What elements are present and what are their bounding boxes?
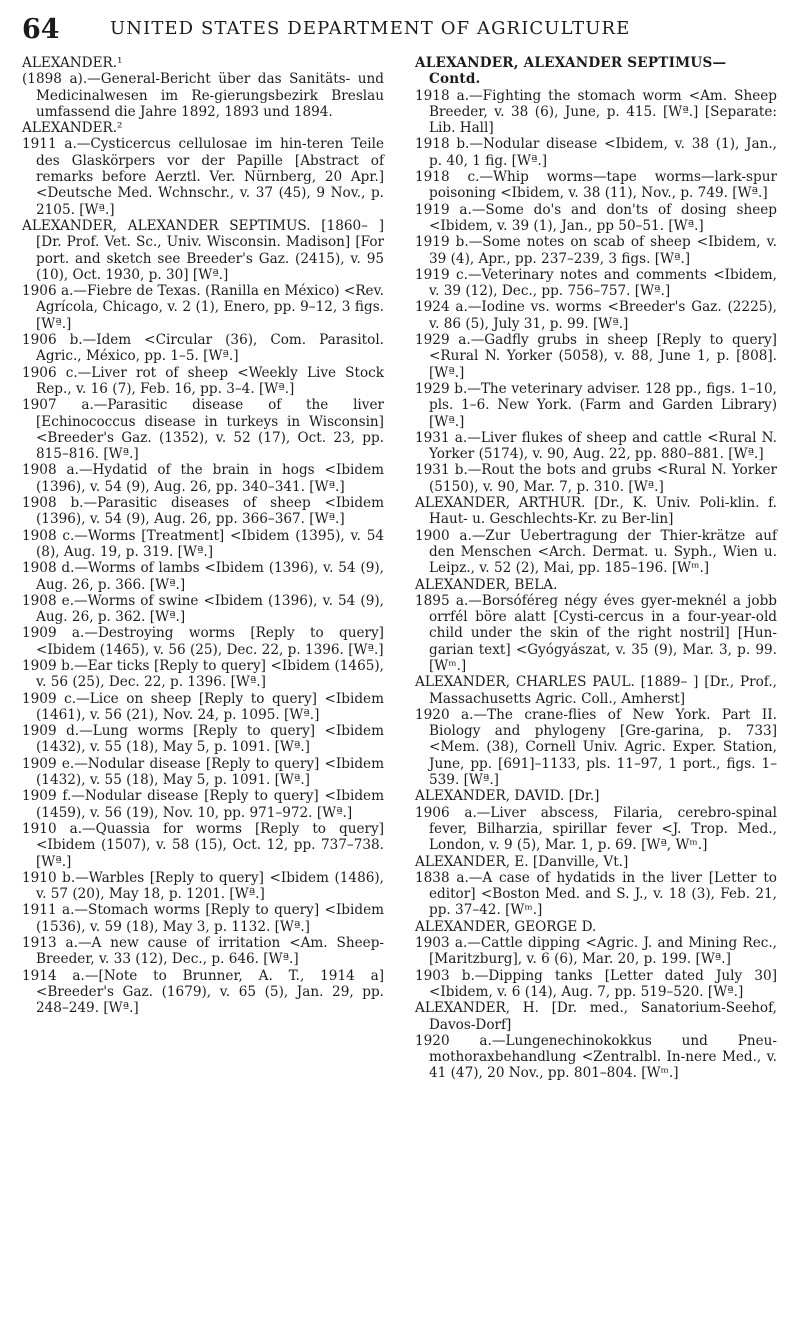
bibliography-entry: 1838 a.—A case of hydatids in the liver [Letter to editor] <Boston Med. and S. J., v. 18 (3), Feb. 21, pp. 37–42. [Wᵐ.] (415, 869, 777, 919)
bibliography-entry: 1895 a.—Borsóféreg négy éves gyer-meknél a jobb orrfél böre alatt [Cysti-cercus in a four-year-old child under the skin of the right nostril] [Hun-garian text] <Gyógyászat, v. 35 (9), Mar. 3, p. 99. [Wᵐ.] (415, 592, 777, 674)
bibliography-entry: 1920 a.—The crane-flies of New York. Part II. Biology and phylogeny [Gre-garina, p. 733] <Mem. (38), Cornell Univ. Agric. Exper. Station, June, pp. [691]–1133, pls. 11–97, 1 port., figs. 1–539. [Wª.] (415, 706, 777, 789)
bibliography-entry: 1924 a.—Iodine vs. worms <Breeder's Gaz. (2225), v. 86 (5), July 31, p. 99. [Wª.] (415, 299, 777, 332)
bibliography-entry: 1909 d.—Lung worms [Reply to query] <Ibidem (1432), v. 55 (18), May 5, p. 1091. [Wª.] (22, 723, 384, 756)
bibliography-entry: ALEXANDER, ALEXANDER SEPTIMUS—Contd. (415, 55, 727, 88)
bibliography-entry: 1909 b.—Ear ticks [Reply to query] <Ibidem (1465), v. 56 (25), Dec. 22, p. 1396. [Wª.] (22, 657, 384, 691)
bibliography-entry: 1920 a.—Lungenechinokokkus und Pneu-mothoraxbehandlung <Zentralbl. In-nere Med., v. 41 (47), 20 Nov., pp. 801–804. [Wᵐ.] (415, 1032, 777, 1082)
bibliography-entry: ALEXANDER, GEORGE D. (415, 918, 597, 935)
bibliography-entry: ALEXANDER, BELA. (415, 576, 558, 593)
bibliography-entry: 1907 a.—Parasitic disease of the liver [Echinococcus disease in turkeys in Wisconsin] <Breeder's Gaz. (1352), v. 52 (17), Oct. 23, pp. 815–816. [Wª.] (22, 397, 384, 463)
bibliography-entry: ALEXANDER, E. [Danville, Vt.] (415, 853, 629, 870)
bibliography-entry: 1908 e.—Worms of swine <Ibidem (1396), v. 54 (9), Aug. 26, p. 362. [Wª.] (22, 592, 384, 626)
bibliography-entry: ALEXANDER.¹ (22, 55, 123, 71)
bibliography-entry: 1911 a.—Stomach worms [Reply to query] <Ibidem (1536), v. 59 (18), May 3, p. 1132. [Wª.] (22, 902, 384, 935)
bibliography-entry: ALEXANDER, ALEXANDER SEPTIMUS. [1860– ] [Dr. Prof. Vet. Sc., Univ. Wisconsin. Madison] [For port. and sketch see Breeder's Gaz. (2415), v. 95 (10), Oct. 1930, p. 30] [Wª.] (22, 217, 384, 283)
bibliography-entry: ALEXANDER, DAVID. [Dr.] (415, 788, 600, 805)
bibliography-entry: 1918 a.—Fighting the stomach worm <Am. Sheep Breeder, v. 38 (6), June, p. 415. [Wª.] [Separate: Lib. Hall] (415, 87, 777, 137)
bibliography-entry: 1929 a.—Gadfly grubs in sheep [Reply to query] <Rural N. Yorker (5058), v. 88, June 1, p. [808]. [Wª.] (415, 332, 777, 381)
bibliography-entry: 1903 a.—Cattle dipping <Agric. J. and Mining Rec., [Maritzburg], v. 6 (6), Mar. 20, p. 199. [Wª.] (415, 935, 777, 968)
running-head: UNITED STATES DEPARTMENT OF AGRICULTURE (110, 18, 631, 39)
bibliography-entry: 1909 f.—Nodular disease [Reply to query] <Ibidem (1459), v. 56 (19), Nov. 10, pp. 971–972. [Wª.] (22, 788, 384, 821)
bibliography-entry: 1911 a.—Cysticercus cellulosae im hin-teren Teile des Glaskörpers vor der Papille [Abstract of remarks before Aerztl. Ver. Nürnberg, 20 Apr.] <Deutsche Med. Wchnschr., v. 37 (45), 9 Nov., p. 2105. [Wª.] (22, 136, 384, 218)
bibliography-entry: 1919 b.—Some notes on scab of sheep <Ibidem, v. 39 (4), Apr., pp. 237–239, 3 figs. [Wª.] (415, 234, 777, 267)
bibliography-entry: ALEXANDER, CHARLES PAUL. [1889– ] [Dr., Prof., Massachusetts Agric. Coll., Amherst] (415, 674, 777, 707)
bibliography-entry: 1918 b.—Nodular disease <Ibidem, v. 38 (1), Jan., p. 40, 1 fig. [Wª.] (415, 136, 777, 169)
bibliography-entry: ALEXANDER, ARTHUR. [Dr., K. Univ. Poli-klin. f. Haut- u. Geschlechts-Kr. zu Ber-lin] (415, 495, 777, 528)
bibliography-entry: 1900 a.—Zur Uebertragung der Thier-krätze auf den Menschen <Arch. Dermat. u. Syph., Wien u. Leipz., v. 52 (2), Mai, pp. 185–196. [Wᵐ.] (415, 527, 777, 577)
bibliography-entry: 1913 a.—A new cause of irritation <Am. Sheep-Breeder, v. 33 (12), Dec., p. 646. [Wª.] (22, 935, 384, 968)
bibliography-entry: ALEXANDER.² (22, 120, 123, 137)
bibliography-entry: 1919 a.—Some do's and don'ts of dosing sheep <Ibidem, v. 39 (1), Jan., pp 50–51. [Wª.] (415, 201, 777, 234)
bibliography-entry: (1898 a).—General-Bericht über das Sanitäts- und Medicinalwesen im Re-gierungsbezirk Breslau umfassend die Jahre 1892, 1893 und 1894. (22, 71, 384, 120)
bibliography-entry: 1910 a.—Quassia for worms [Reply to query] <Ibidem (1507), v. 58 (15), Oct. 12, pp. 737–738. [Wª.] (22, 820, 384, 870)
bibliography-entry: 1906 b.—Idem <Circular (36), Com. Parasitol. Agric., México, pp. 1–5. [Wª.] (22, 332, 384, 365)
right-column (415, 55, 777, 1082)
bibliography-entry: 1906 a.—Fiebre de Texas. (Ranilla en México) <Rev. Agrícola, Chicago, v. 2 (1), Enero, pp. 9–12, 3 figs. [Wª.] (22, 283, 384, 332)
bibliography-entry: 1909 c.—Lice on sheep [Reply to query] <Ibidem (1461), v. 56 (21), Nov. 24, p. 1095. [Wª.] (22, 690, 384, 723)
bibliography-entry: ALEXANDER, H. [Dr. med., Sanatorium-Seehof, Davos-Dorf] (415, 1000, 777, 1033)
bibliography-entry: 1918 c.—Whip worms—tape worms—lark-spur poisoning <Ibidem, v. 38 (11), Nov., p. 749. [Wª.] (415, 169, 777, 202)
bibliography-entry: 1908 a.—Hydatid of the brain in hogs <Ibidem (1396), v. 54 (9), Aug. 26, pp. 340–341. [Wª.] (22, 462, 384, 495)
left-column (22, 55, 384, 1017)
bibliography-entry: 1914 a.—[Note to Brunner, A. T., 1914 a] <Breeder's Gaz. (1679), v. 65 (5), Jan. 29, pp. 248–249. [Wª.] (22, 967, 384, 1017)
bibliography-entry: 1908 b.—Parasitic diseases of sheep <Ibidem (1396), v. 54 (9), Aug. 26, pp. 366–367. [Wª.] (22, 495, 384, 528)
bibliography-entry: 1909 a.—Destroying worms [Reply to query] <Ibidem (1465), v. 56 (25), Dec. 22, p. 1396. [Wª.] (22, 625, 384, 658)
bibliography-entry: 1910 b.—Warbles [Reply to query] <Ibidem (1486), v. 57 (20), May 18, p. 1201. [Wª.] (22, 869, 384, 903)
bibliography-entry: 1909 e.—Nodular disease [Reply to query] <Ibidem (1432), v. 55 (18), May 5, p. 1091. [Wª.] (22, 755, 384, 789)
bibliography-entry: 1931 b.—Rout the bots and grubs <Rural N. Yorker (5150), v. 90, Mar. 7, p. 310. [Wª.] (415, 462, 777, 495)
bibliography-entry: 1908 c.—Worms [Treatment] <Ibidem (1395), v. 54 (8), Aug. 19, p. 319. [Wª.] (22, 527, 384, 560)
bibliography-entry: 1929 b.—The veterinary adviser. 128 pp., figs. 1–10, pls. 1–6. New York. (Farm and Garden Library) [Wª.] (415, 380, 777, 430)
bibliography-entry: 1931 a.—Liver flukes of sheep and cattle <Rural N. Yorker (5174), v. 90, Aug. 22, pp. 880–881. [Wª.] (415, 429, 777, 463)
bibliography-entry: 1919 c.—Veterinary notes and comments <Ibidem, v. 39 (12), Dec., pp. 756–757. [Wª.] (415, 266, 777, 300)
bibliography-entry: 1906 c.—Liver rot of sheep <Weekly Live Stock Rep., v. 16 (7), Feb. 16, pp. 3–4. [Wª.] (22, 364, 384, 397)
bibliography-entry: 1908 d.—Worms of lambs <Ibidem (1396), v. 54 (9), Aug. 26, p. 366. [Wª.] (22, 560, 384, 593)
bibliography-entry: 1906 a.—Liver abscess, Filaria, cerebro-spinal fever, Bilharzia, spirillar fever <J. Trop. Med., London, v. 9 (5), Mar. 1, p. 69. [Wª, Wᵐ.] (415, 804, 777, 854)
bibliography-entry: 1903 b.—Dipping tanks [Letter dated July 30] <Ibidem, v. 6 (14), Aug. 7, pp. 519–520. [Wª.] (415, 967, 777, 1000)
page-number: 64 (22, 14, 60, 45)
